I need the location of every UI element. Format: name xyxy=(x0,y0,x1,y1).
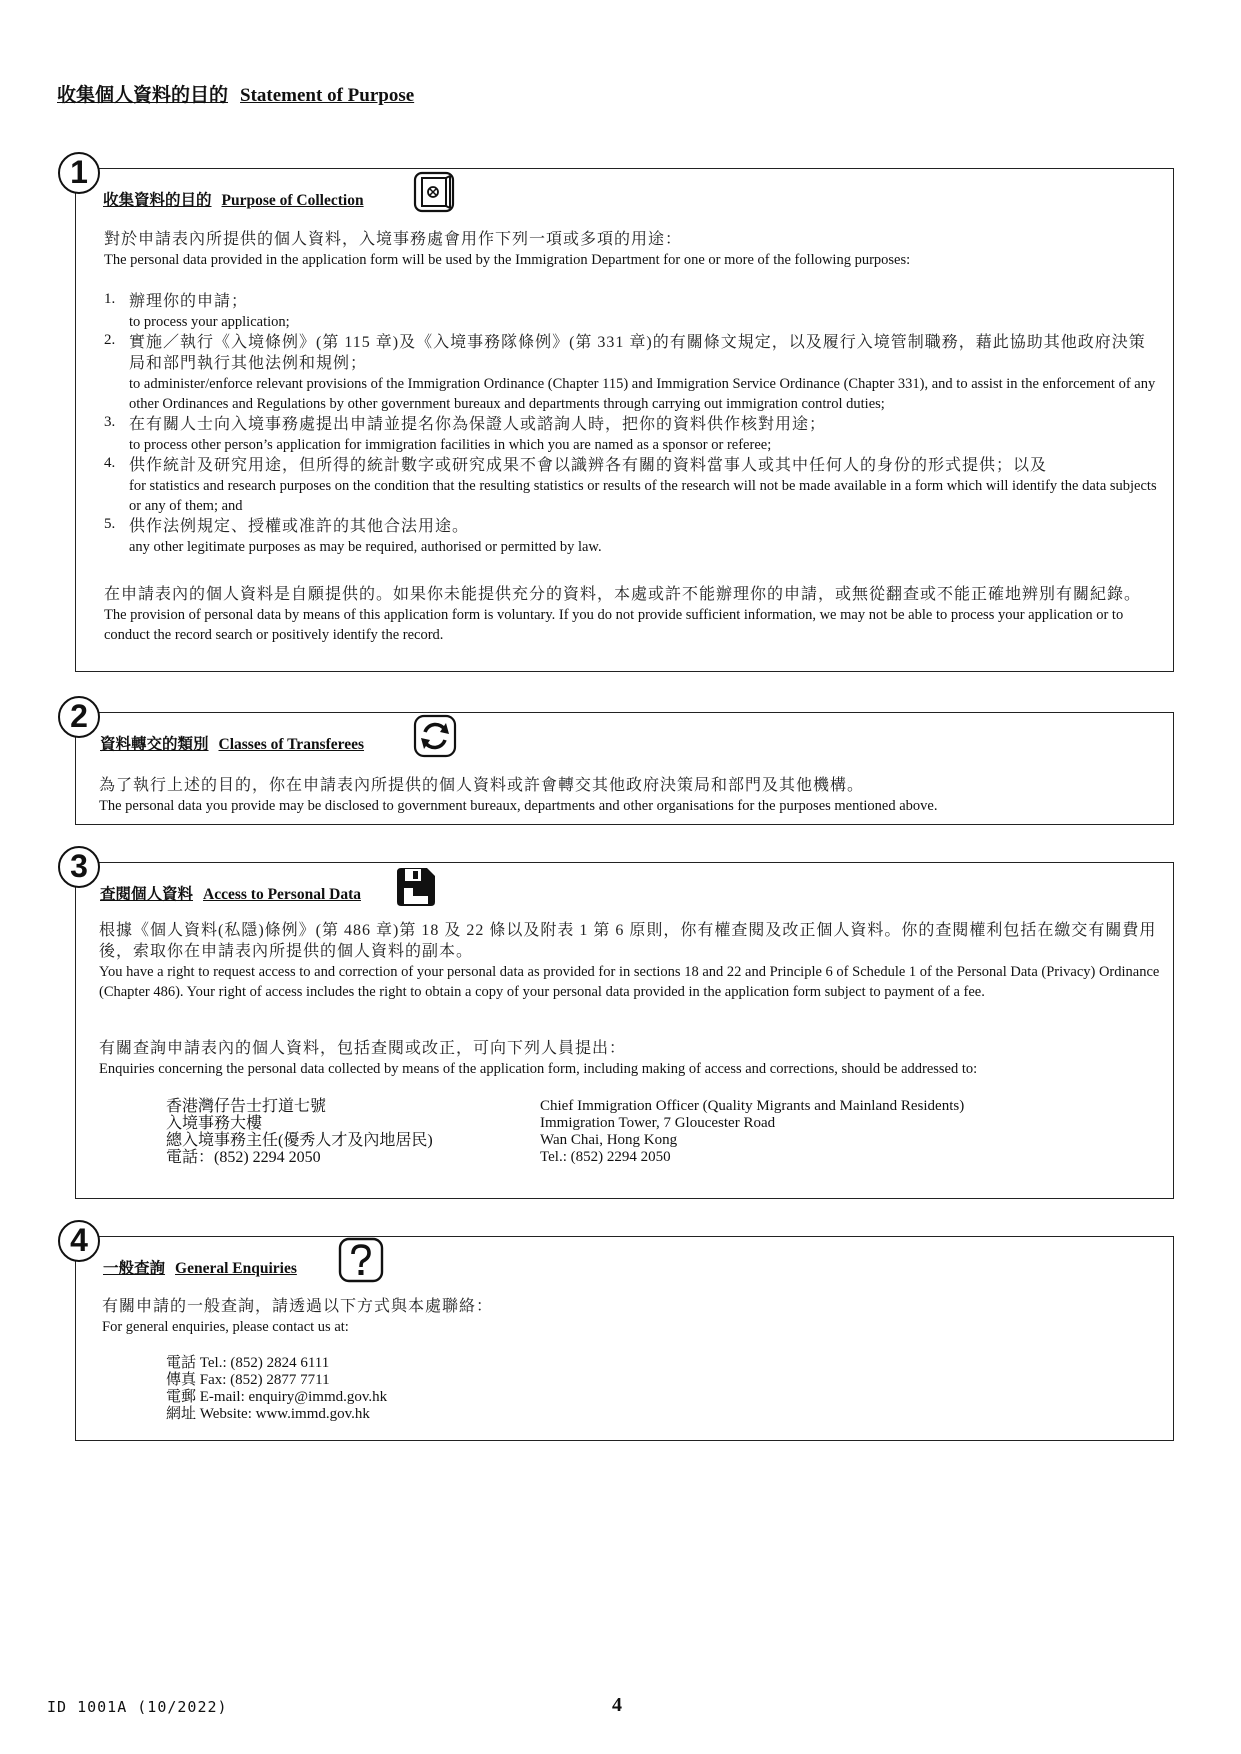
section-number-3: 3 xyxy=(58,846,100,888)
section-heading-3: 查閱個人資料 Access to Personal Data xyxy=(100,886,361,903)
contact-list xyxy=(166,1355,666,1423)
contact-phone: 電話 Tel.: (852) 2824 6111 xyxy=(166,1355,330,1371)
page-title xyxy=(57,80,414,107)
locked-safe-icon xyxy=(413,171,455,213)
address-en: Chief Immigration Officer (Quality Migrants and Mainland Residents) Immigration Tower, 7 Gloucester Road Wan Chai, Hong Kong Tel.: (852) 2294 2050 xyxy=(540,1098,965,1165)
list-item: 4. 供作統計及研究用途，但所得的統計數字或研究成果不會以識辨各有關的資料當事人或其中任何人的身份的形式提供；以及 for statistics and research purposes on the condition that the resulting statistics or results of the research will not be made available in a form which will identify the data subjects or any of them; and xyxy=(104,455,1157,514)
purpose-intro: 對於申請表內所提供的個人資料，入境事務處會用作下列一項或多項的用途： The personal data provided in the application form will be used by the Immigration Department for one or more of the following purposes: xyxy=(104,231,911,268)
list-item: 5. 供作法例規定、授權或准許的其他合法用途。 any other legitimate purposes as may be required, authorised or permitted by law. xyxy=(104,516,602,555)
list-item: 2. 實施／執行《入境條例》(第 115 章)及《入境事務隊條例》(第 331 章)的有關條文規定，以及履行入境管制職務，藉此協助其他政府決策局和部門執行其他法例和規例； to administer/enforce relevant provisions of the Immigration Ordinance (Chapter 115) and Immigration Service Ordinance (Chapter 331), and to assist in the enforcement of any other Ordinances and Regulations by other government bureaux and departments through carrying out immigration control duties; xyxy=(104,332,1156,412)
section-heading-2: 資料轉交的類別 Classes of Transferees xyxy=(100,736,365,753)
question-mark-icon xyxy=(338,1237,384,1283)
address-zh: 香港灣仔告士打道七號 入境事務大樓 總入境事務主任(優秀人才及內地居民) 電話：(852) 2294 2050 xyxy=(166,1098,433,1166)
page-title-en: Statement of Purpose xyxy=(240,85,415,106)
purpose-list xyxy=(104,291,1160,557)
section-number-4: 4 xyxy=(58,1220,100,1262)
page-number: 4 xyxy=(612,1694,622,1716)
section-number-1: 1 xyxy=(58,152,100,194)
transferees-body: 為了執行上述的目的，你在申請表內所提供的個人資料或許會轉交其他政府決策局和部門及其他機構。 The personal data you provide may be disclosed to government bureaux, departments and other organisations for the purposes mentioned above. xyxy=(99,777,938,814)
access-enquiries: 有關查詢申請表內的個人資料，包括查閱或改正，可向下列人員提出： Enquiries concerning the personal data collected by means of the application form, including making of access and corrections, should be addressed to: xyxy=(99,1040,978,1077)
section-heading-4: 一般查詢 General Enquiries xyxy=(103,1260,297,1277)
list-item: 3. 在有關人士向入境事務處提出申請並提名你為保證人或諮詢人時，把你的資料供作核對用途； to process other person’s application for immigration facilities in which you are named as a sponsor or referee; xyxy=(104,414,827,453)
contact-email: 電郵 E-mail: enquiry@immd.gov.hk xyxy=(166,1389,388,1405)
section-heading-1: 收集資料的目的 Purpose of Collection xyxy=(103,192,364,209)
general-enquiries-body: 有關申請的一般查詢，請透過以下方式與本處聯絡： For general enquiries, please contact us at: xyxy=(102,1298,494,1335)
contact-website: 網址 Website: www.immd.gov.hk xyxy=(166,1406,370,1422)
access-body: 根據《個人資料(私隱)條例》(第 486 章)第 18 及 22 條以及附表 1 第 6 原則，你有權查閱及改正個人資料。你的查閱權利包括在繳交有關費用後，索取你在申請表內所提供的個人資料的副本。 You have a right to request access to and correction of your personal data as provided for in sections 18 and 22 and Principle 6 of Schedule 1 of the Personal Data (Privacy) Ordinance (Chapter 486). Your right of access includes the right to obtain a copy of your personal data provided in the application form subject to payment of a fee. xyxy=(99,922,1160,1000)
list-item: 1. 辦理你的申請； to process your application; xyxy=(104,291,290,330)
purpose-outro: 在申請表內的個人資料是自願提供的。如果你未能提供充分的資料，本處或許不能辦理你的申請，或無從翻查或不能正確地辨別有關紀錄。 The provision of personal data by means of this application form is voluntary. If you do not provide sufficient information, we may not be able to process your application or to conduct the record search or positively identify the record. xyxy=(104,586,1142,643)
floppy-disk-icon xyxy=(395,866,437,908)
transfer-arrows-icon xyxy=(413,714,457,758)
form-code: ID 1001A (10/2022) xyxy=(47,1698,228,1716)
page-title-zh: 收集個人資料的目的 xyxy=(57,85,229,106)
contact-fax: 傳真 Fax: (852) 2877 7711 xyxy=(166,1372,330,1388)
section-number-2: 2 xyxy=(58,696,100,738)
